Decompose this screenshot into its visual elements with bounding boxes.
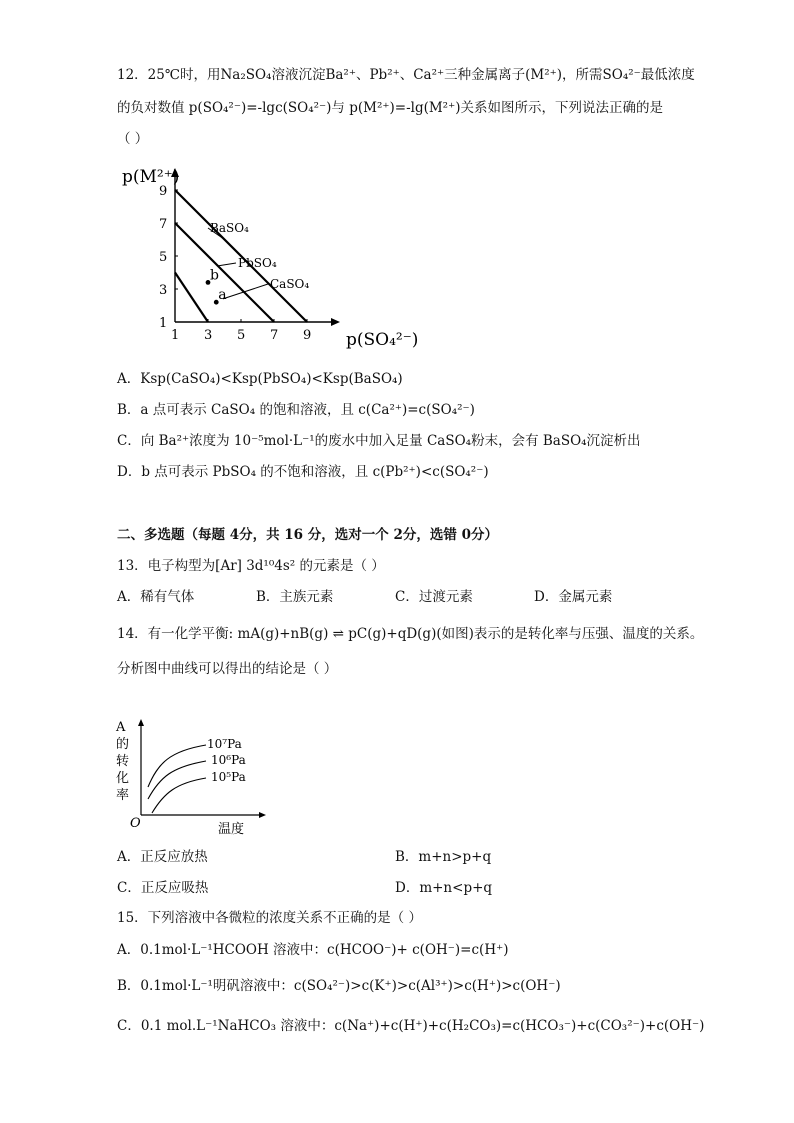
q15-stem: 15．下列溶液中各微粒的浓度关系不正确的是（ ） (117, 910, 422, 926)
q13-stem: 13．电子构型为[Ar] 3d¹⁰4s² 的元素是（ ） (117, 558, 385, 574)
q14-option-a: A．正反应放热 (117, 849, 208, 865)
series-label-pbso: PbSO₄ (238, 256, 277, 270)
q12-option-d: D．b 点可表示 PbSO₄ 的不饱和溶液，且 c(Pb²⁺)<c(SO₄²⁻) (117, 464, 489, 480)
point-label-b: b (210, 267, 219, 284)
point-label-a: a (218, 287, 227, 304)
ksp-y-tick-label: 1 (159, 316, 168, 331)
q12-stem-line1: 12．25℃时，用Na₂SO₄溶液沉淀Ba²⁺、Pb²⁺、Ca²⁺三种金属离子(M²⁺)，所需SO₄²⁻最低浓度 (117, 67, 695, 83)
q13-option-d: D．金属元素 (534, 589, 613, 605)
q12-option-b: B．a 点可表示 CaSO₄ 的饱和溶液，且 c(Ca²⁺)=c(SO₄²⁻) (117, 402, 475, 418)
q14-stem-line2: 分析图中曲线可以得出的结论是（ ） (117, 661, 338, 677)
series-label-baso: BaSO₄ (210, 221, 249, 235)
conv-y-label-char: 转 (116, 754, 130, 769)
conv-x-arrow (259, 812, 266, 818)
q15-option-a: A．0.1mol·L⁻¹HCOOH 溶液中：c(HCOO⁻)+ c(OH⁻)=c(H⁺) (117, 942, 509, 958)
q14-option-d: D．m+n<p+q (395, 880, 493, 896)
q15-option-c: C．0.1 mol.L⁻¹NaHCO₃ 溶液中：c(Na⁺)+c(H⁺)+c(H₂CO₃)=c(HCO₃⁻)+c(CO₃²⁻)+c(OH⁻) (117, 1018, 705, 1034)
q14-option-b: B．m+n>p+q (395, 849, 492, 865)
conv-y-arrow (138, 719, 144, 726)
q14-stem-line1: 14．有一化学平衡: mA(g)+nB(g) ⇌ pC(g)+qD(g)(如图)表示的是转化率与压强、温度的关系。 (117, 626, 704, 642)
series-label-caso: CaSO₄ (270, 277, 310, 291)
ksp-y-tick-label: 7 (159, 217, 168, 232)
ksp-x-tick-label: 5 (237, 328, 246, 343)
q15-option-b: B．0.1mol·L⁻¹明矾溶液中：c(SO₄²⁻)>c(K⁺)>c(Al³⁺)>c(H⁺)>c(OH⁻) (117, 978, 561, 994)
conv-origin-label: O (130, 816, 141, 831)
series-leader-caso (223, 284, 268, 299)
conv-y-label-char: 率 (116, 788, 130, 803)
conversion-chart (112, 715, 282, 845)
ksp-y-tick-label: 9 (159, 184, 168, 199)
curve-1e7pa (148, 745, 206, 787)
ksp-chart (110, 162, 430, 352)
q12-option-c: C．向 Ba²⁺浓度为 10⁻⁵mol·L⁻¹的废水中加入足量 CaSO₄粉末，会有 BaSO₄沉淀析出 (117, 433, 641, 449)
q14-option-c: C．正反应吸热 (117, 880, 209, 896)
q13-option-c: C．过渡元素 (395, 589, 473, 605)
ksp-x-tick-label: 3 (204, 328, 213, 343)
ksp-x-label: p(SO₄²⁻) (346, 330, 419, 350)
q13-option-b: B．主族元素 (256, 589, 334, 605)
ksp-y-label: p(M²⁺) (122, 167, 180, 187)
section-title: 二、多选题（每题 4分，共 16 分，选对一个 2分，选错 0分） (117, 527, 498, 543)
ksp-y-tick-label: 3 (159, 283, 168, 298)
series-leader-pbso (218, 263, 236, 266)
series-line-pbso (175, 223, 274, 322)
ksp-x-tick-label: 7 (270, 328, 279, 343)
curve-1e5pa (152, 778, 206, 813)
ksp-x-tick-label: 1 (171, 328, 180, 343)
series-line-caso (175, 273, 208, 323)
ksp-y-tick-label: 5 (159, 250, 168, 265)
q12-answer-blank: （ ） (117, 131, 149, 147)
conv-y-label-char: 的 (116, 737, 130, 752)
label-1e5pa: 10⁵Pa (211, 770, 246, 784)
ksp-x-tick-label: 9 (303, 328, 312, 343)
ksp-x-arrow (331, 318, 340, 326)
q12-stem-line2: 的负对数值 p(SO₄²⁻)=-lgc(SO₄²⁻)与 p(M²⁺)=-lg(M²⁺)关系如图所示，下列说法正确的是 (117, 100, 663, 116)
conv-y-label (115, 720, 129, 803)
q12-option-a: A．Ksp(CaSO₄)<Ksp(PbSO₄)<Ksp(BaSO₄) (117, 371, 403, 387)
conv-x-label: 温度 (218, 822, 245, 837)
label-1e6pa: 10⁶Pa (211, 753, 246, 767)
conv-y-label-char: 化 (116, 771, 130, 786)
label-1e7pa: 10⁷Pa (207, 737, 242, 751)
q13-option-a: A．稀有气体 (117, 589, 195, 605)
conv-y-label-char: A (116, 720, 126, 735)
